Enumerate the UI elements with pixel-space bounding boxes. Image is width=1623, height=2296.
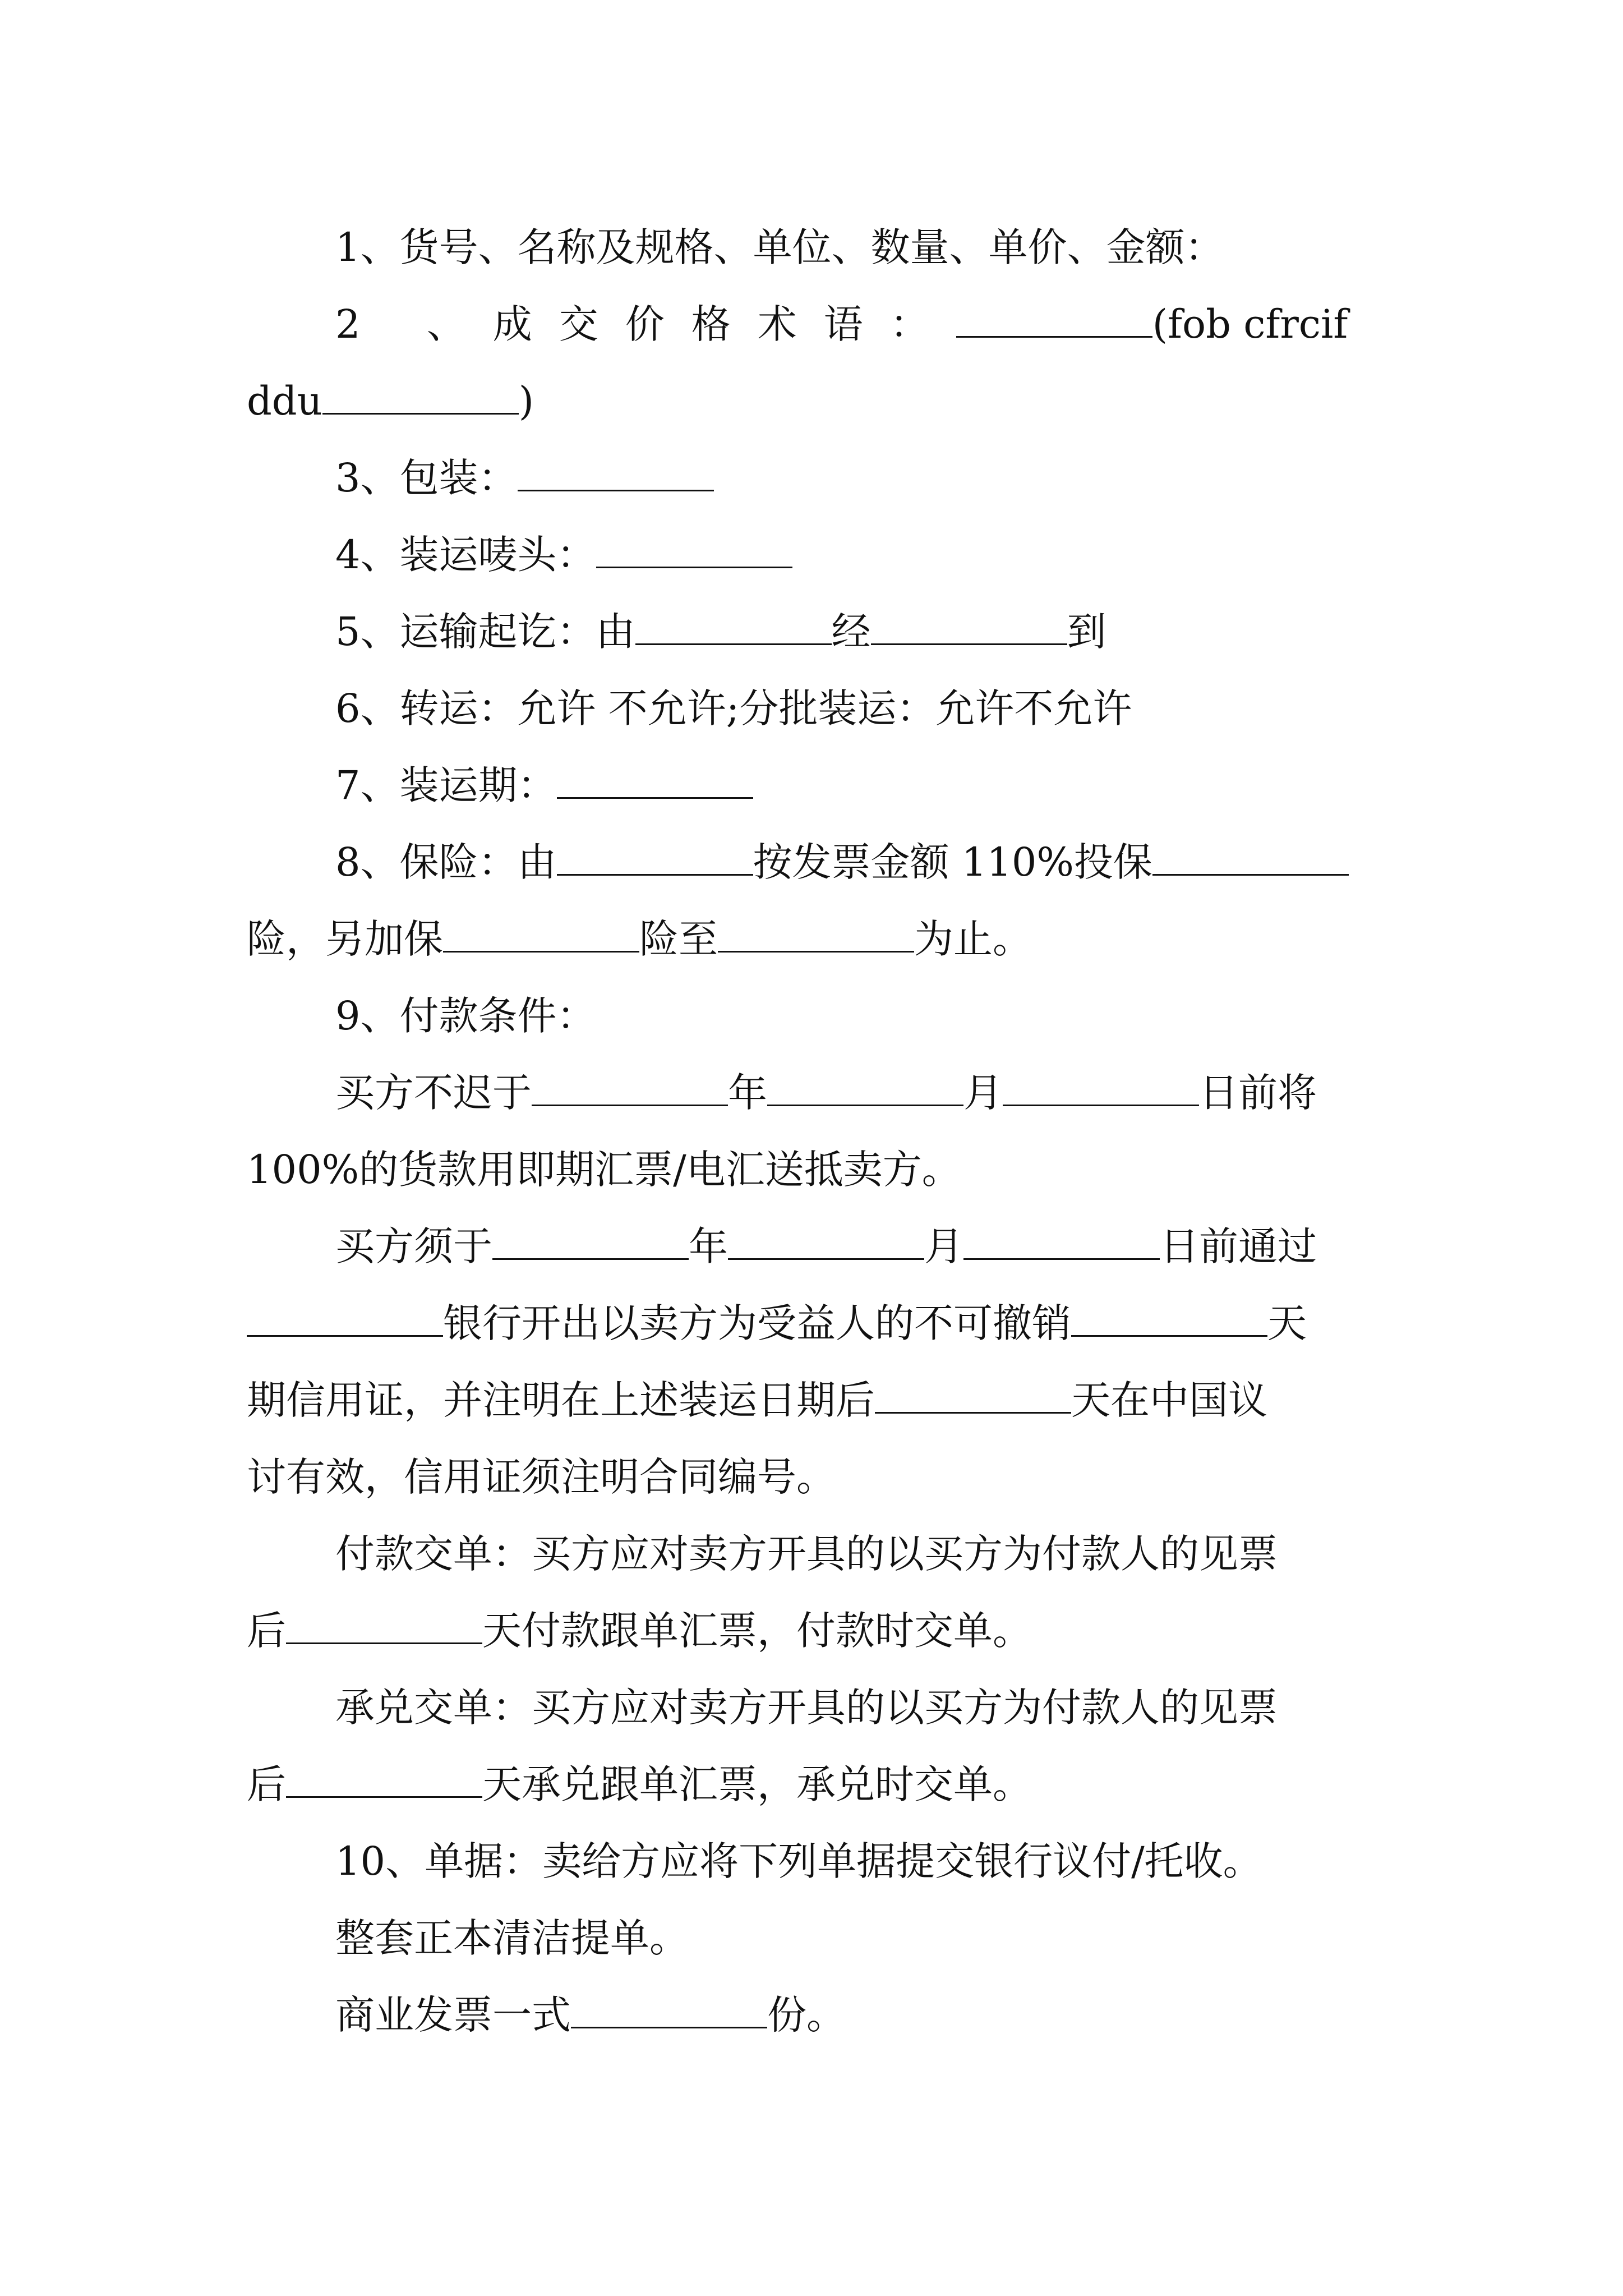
dp-line-1 [247,1516,1385,1593]
blank-field[interactable] [635,638,832,645]
blank-field[interactable] [1003,1099,1199,1106]
payment-para-2-line-1 [247,1208,1385,1285]
blank-field[interactable] [532,1099,728,1106]
blank-field[interactable] [571,2021,767,2028]
item-1-line [247,209,1385,286]
item-3-text: 3、包装： [335,455,518,501]
item-9-text: 9、付款条件： [335,993,596,1039]
blank-field[interactable] [871,638,1067,645]
lc-valid-text: 讨有效，信用证须注明合同编号。 [247,1454,836,1500]
da-end: 天承兑跟单汇票，承兑时交单。 [482,1761,1032,1807]
blank-field[interactable] [518,484,714,491]
item-10-line [247,1823,1385,1900]
year-label: 年 [728,1070,767,1116]
item-5-line [247,593,1385,670]
item-4-text: 4、装运唛头： [335,532,596,578]
blank-field[interactable] [557,868,753,876]
item-2-terms: (fob cfrcif [1152,301,1348,347]
blank-field[interactable] [322,407,519,415]
blank-field[interactable] [286,1637,482,1644]
month-label: 月 [924,1223,963,1269]
item-7-text: 7、装运期： [335,762,557,808]
payment-para-2-text: 买方须于 [335,1223,492,1269]
day-label: 日前通过 [1160,1223,1317,1269]
payment-para-2-line-4 [247,1439,1385,1516]
item-5-to: 到 [1067,609,1106,655]
item-6-line [247,670,1385,747]
bill-of-lading-line [247,1900,1385,1977]
item-2-close: ) [518,378,534,424]
da-text: 承兑交单：买方应对卖方开具的以买方为付款人的见票 [335,1685,1278,1731]
blank-field[interactable] [596,561,792,568]
dp-after: 后 [247,1608,286,1654]
bank-text: 银行开出以卖方为受益人的不可撤销 [443,1300,1071,1346]
item-5-via: 经 [831,609,871,655]
blank-field[interactable] [557,792,753,799]
payment-para-1-line-1 [247,1055,1385,1131]
days-label: 天 [1267,1300,1307,1346]
contract-body [247,209,1385,2054]
item-2-continuation [247,363,1385,440]
dp-text: 付款交单：买方应对卖方开具的以买方为付款人的见票 [335,1531,1278,1577]
payment-para-2-line-2 [247,1285,1385,1362]
payment-buyer-text: 买方不迟于 [335,1070,532,1116]
item-8-end: 为止。 [914,916,1032,962]
blank-field[interactable] [286,1791,482,1798]
item-8-line [247,824,1385,901]
payment-para-2-line-3 [247,1362,1385,1439]
invoice-line [247,1977,1385,2054]
item-3-line [247,440,1385,517]
blank-field[interactable] [875,1406,1071,1414]
item-10-text: 10、单据：卖给方应将下列单据提交银行议付/托收。 [335,1838,1262,1884]
blank-field[interactable] [956,330,1152,338]
blank-field[interactable] [1071,1329,1267,1337]
blank-field[interactable] [443,945,639,953]
item-8-text: 8、保险：由 [335,839,557,885]
da-line-1 [247,1669,1385,1746]
item-4-line [247,517,1385,593]
item-8-continuation [247,901,1385,978]
dp-end: 天付款跟单汇票，付款时交单。 [482,1608,1032,1654]
blank-field[interactable] [1152,868,1349,876]
year-label: 年 [689,1223,728,1269]
lc-text: 期信用证，并注明在上述装运日期后 [247,1377,875,1423]
day-label: 日前将 [1199,1070,1317,1116]
item-8-invoice: 按发票金额 110%投保 [753,839,1152,885]
blank-field[interactable] [963,1253,1160,1260]
payment-para-1-line-2 [247,1131,1385,1208]
item-8-extra: 险，另加保 [247,916,443,962]
invoice-copies: 份。 [767,1992,846,2038]
item-2-line [247,286,1385,363]
blank-field[interactable] [492,1253,689,1260]
item-8-until: 险至 [639,916,718,962]
item-2-label: 2 、成交价格术语： [335,301,956,347]
item-9-line [247,978,1385,1055]
blank-field[interactable] [728,1253,924,1260]
item-6-text: 6、转运：允许 不允许;分批装运：允许不允许 [335,685,1132,731]
da-after: 后 [247,1761,286,1807]
dp-line-2 [247,1593,1385,1669]
item-1-text: 1、货号、名称及规格、单位、数量、单价、金额： [335,224,1224,270]
da-line-2 [247,1746,1385,1823]
blank-field[interactable] [718,945,914,953]
payment-para-1-text: 100%的货款用即期汇票/电汇送抵卖方。 [247,1147,961,1193]
blank-field[interactable] [767,1099,963,1106]
lc-days-text: 天在中国议 [1071,1377,1267,1423]
bill-of-lading-text: 整套正本清洁提单。 [335,1915,689,1961]
item-5-text: 5、运输起讫：由 [335,609,635,655]
item-2-ddu: ddu [247,378,322,424]
month-label: 月 [963,1070,1003,1116]
blank-field[interactable] [247,1329,443,1337]
item-7-line [247,747,1385,824]
invoice-text: 商业发票一式 [335,1992,571,2038]
